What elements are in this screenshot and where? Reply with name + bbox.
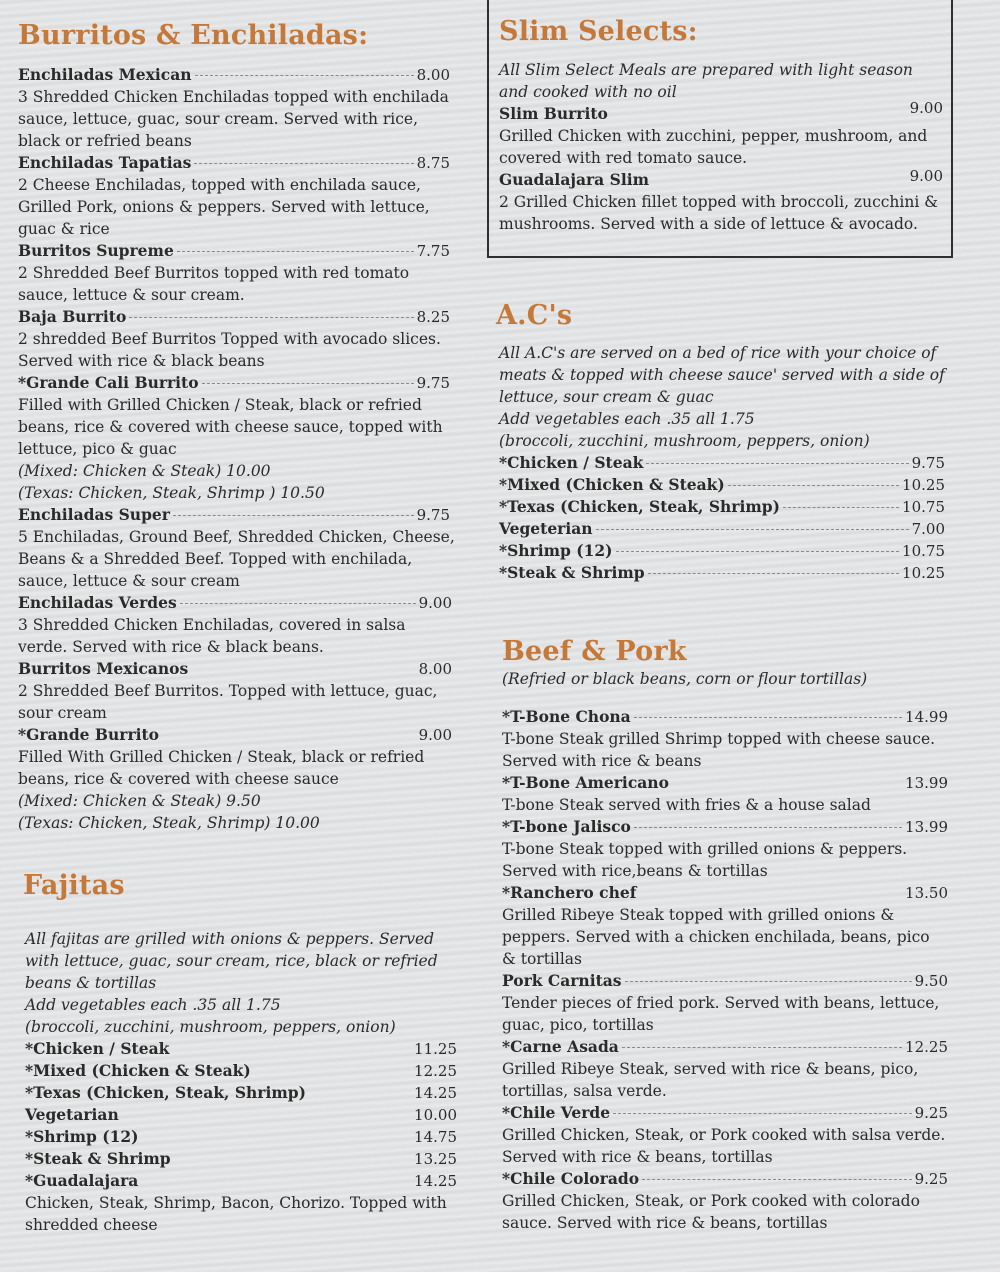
item-name: Vegetarian xyxy=(25,1105,119,1124)
item-price: 13.25 xyxy=(414,1150,457,1168)
item-price: 8.25 xyxy=(416,308,450,326)
item-variant-mixed: (Mixed: Chicken & Steak) 9.50 xyxy=(18,792,261,810)
item-name: *Chicken / Steak xyxy=(25,1039,170,1058)
menu-item xyxy=(499,169,943,235)
item-description: 2 shredded Beef Burritos Topped with avocado slices. Served with rice & black beans xyxy=(18,330,441,370)
item-price: 9.00 xyxy=(909,167,943,185)
item-name: Enchiladas Mexican xyxy=(18,65,192,84)
item-price: 9.75 xyxy=(416,506,450,524)
menu-item xyxy=(499,540,945,562)
acs-veg-list: (broccoli, zucchini, mushroom, peppers, onion) xyxy=(499,432,870,450)
item-variant-texas: (Texas: Chicken, Steak, Shrimp ) 10.50 xyxy=(18,484,325,502)
dot-leader xyxy=(728,485,899,486)
dot-leader xyxy=(180,603,416,604)
dot-leader xyxy=(613,1113,912,1114)
item-price: 9.75 xyxy=(416,374,450,392)
item-name: *Chicken / Steak xyxy=(499,453,644,472)
item-description: Grilled Chicken with zucchini, pepper, mushroom, and covered with red tomato sauce. xyxy=(499,127,928,167)
item-price: 13.99 xyxy=(905,818,948,836)
beef-pork-list xyxy=(502,668,948,1234)
fajitas-intro: All fajitas are grilled with onions & peppers. Served with lettuce, guac, sour cream, rice, black or refried beans & tortillas xyxy=(25,930,438,992)
item-price: 9.25 xyxy=(914,1170,948,1188)
item-price: 10.00 xyxy=(414,1106,457,1124)
item-price: 10.25 xyxy=(902,476,945,494)
menu-item xyxy=(502,706,948,772)
menu-item xyxy=(499,452,945,474)
item-name: *Grande Burrito xyxy=(18,725,160,744)
item-description: Filled with Grilled Chicken / Steak, black or refried beans, rice & covered with cheese sauce, topped with lettuce, pico & guac xyxy=(18,396,443,458)
burritos-list xyxy=(18,64,456,834)
menu-item xyxy=(502,816,948,882)
menu-item xyxy=(18,592,456,658)
item-name: *Steak & Shrimp xyxy=(25,1149,171,1168)
item-name: *Ranchero chef xyxy=(502,883,637,902)
menu-item xyxy=(502,772,948,816)
item-name: Slim Burrito xyxy=(499,104,608,123)
item-price: 8.00 xyxy=(416,66,450,84)
item-name: *Mixed (Chicken & Steak) xyxy=(499,475,725,494)
item-price: 14.25 xyxy=(414,1172,457,1190)
item-price: 9.50 xyxy=(914,972,948,990)
item-description: Chicken, Steak, Shrimp, Bacon, Chorizo. Topped with shredded cheese xyxy=(25,1194,447,1234)
item-description: Filled With Grilled Chicken / Steak, black or refried beans, rice & covered with cheese sauce xyxy=(18,748,425,788)
dot-leader xyxy=(129,317,413,318)
dot-leader xyxy=(616,551,900,552)
item-price: 9.75 xyxy=(911,454,945,472)
item-description: Grilled Chicken, Steak, or Pork cooked with colorado sauce. Served with rice & beans, tortillas xyxy=(502,1192,920,1232)
slim-selects-title: Slim Selects: xyxy=(499,16,698,47)
item-price: 13.99 xyxy=(905,774,948,792)
menu-item xyxy=(502,1036,948,1102)
item-price: 8.75 xyxy=(416,154,450,172)
item-price: 12.25 xyxy=(414,1062,457,1080)
item-variant-texas: (Texas: Chicken, Steak, Shrimp) 10.00 xyxy=(18,814,320,832)
item-price: 13.50 xyxy=(905,884,948,902)
dot-leader xyxy=(648,573,899,574)
dot-leader xyxy=(634,717,902,718)
dot-leader xyxy=(173,515,414,516)
dot-leader xyxy=(596,529,909,530)
menu-item xyxy=(18,504,456,592)
acs-intro: All A.C's are served on a bed of rice with your choice of meats & topped with cheese sauce' served with a side of lettuce, sour cream & guac xyxy=(499,344,945,406)
menu-item xyxy=(499,99,943,169)
menu-item xyxy=(499,518,945,540)
menu-item xyxy=(499,474,945,496)
menu-item xyxy=(18,152,456,240)
item-price: 7.75 xyxy=(416,242,450,260)
menu-item xyxy=(18,240,456,306)
item-name: Pork Carnitas xyxy=(502,971,622,990)
beef-pork-title: Beef & Pork xyxy=(502,636,687,667)
item-name: *T-bone Jalisco xyxy=(502,817,631,836)
item-name: Baja Burrito xyxy=(18,307,127,326)
dot-leader xyxy=(195,75,414,76)
menu-item xyxy=(18,724,456,834)
menu-item xyxy=(25,1082,457,1104)
item-variant-mixed: (Mixed: Chicken & Steak) 10.00 xyxy=(18,462,271,480)
item-name: Enchiladas Super xyxy=(18,505,170,524)
item-name: Burritos Mexicanos xyxy=(18,659,189,678)
item-description: T-bone Steak topped with grilled onions & peppers. Served with rice,beans & tortillas xyxy=(502,840,908,880)
item-name: Guadalajara Slim xyxy=(499,170,649,189)
fajitas-title: Fajitas xyxy=(23,870,125,901)
item-price: 10.75 xyxy=(902,542,945,560)
item-name: *T-Bone Chona xyxy=(502,707,631,726)
dot-leader xyxy=(625,981,912,982)
menu-item xyxy=(499,562,945,584)
item-name: *T-Bone Americano xyxy=(502,773,669,792)
item-description: T-bone Steak grilled Shrimp topped with cheese sauce. Served with rice & beans xyxy=(502,730,936,770)
item-description: 3 Shredded Chicken Enchiladas topped with enchilada sauce, lettuce, guac, sour cream. Served with rice, black or refried beans xyxy=(18,88,449,150)
item-description: 2 Grilled Chicken fillet topped with broccoli, zucchini & mushrooms. Served with a side of lettuce & avocado. xyxy=(499,193,939,233)
menu-item xyxy=(18,372,456,504)
menu-item xyxy=(502,970,948,1036)
item-price: 9.00 xyxy=(909,99,943,117)
item-description: 5 Enchiladas, Ground Beef, Shredded Chicken, Cheese, Beans & a Shredded Beef. Topped with enchilada, sauce, lettuce & sour cream xyxy=(18,528,455,590)
item-description: Tender pieces of fried pork. Served with beans, lettuce, guac, pico, tortillas xyxy=(502,994,940,1034)
menu-item xyxy=(18,64,456,152)
item-name: *Shrimp (12) xyxy=(25,1127,139,1146)
acs-add-veg: Add vegetables each .35 all 1.75 xyxy=(499,410,755,428)
item-price: 9.25 xyxy=(914,1104,948,1122)
slim-selects-box xyxy=(487,0,953,258)
menu-item xyxy=(502,1102,948,1168)
item-price: 8.00 xyxy=(418,660,452,678)
item-description: Grilled Ribeye Steak, served with rice & beans, pico, tortillas, salsa verde. xyxy=(502,1060,919,1100)
item-price: 12.25 xyxy=(905,1038,948,1056)
item-name: *Texas (Chicken, Steak, Shrimp) xyxy=(499,497,780,516)
menu-item xyxy=(25,1170,457,1192)
menu-item xyxy=(25,1060,457,1082)
item-description: 2 Shredded Beef Burritos. Topped with lettuce, guac, sour cream xyxy=(18,682,438,722)
item-price: 14.75 xyxy=(414,1128,457,1146)
dot-leader xyxy=(177,251,414,252)
item-name: *Steak & Shrimp xyxy=(499,563,645,582)
item-name: *Chile Colorado xyxy=(502,1169,640,1188)
acs-title: A.C's xyxy=(496,300,573,331)
dot-leader xyxy=(202,383,414,384)
item-description: T-bone Steak served with fries & a house salad xyxy=(502,796,871,814)
left-column xyxy=(18,0,456,1272)
item-name: Enchiladas Verdes xyxy=(18,593,177,612)
dot-leader xyxy=(646,463,908,464)
dot-leader xyxy=(783,507,899,508)
slim-intro: All Slim Select Meals are prepared with light season and cooked with no oil xyxy=(499,61,913,101)
item-price: 14.25 xyxy=(414,1084,457,1102)
menu-item xyxy=(25,1126,457,1148)
item-description: 2 Shredded Beef Burritos topped with red tomato sauce, lettuce & sour cream. xyxy=(18,264,410,304)
fajitas-add-veg: Add vegetables each .35 all 1.75 xyxy=(25,996,281,1014)
item-name: *Shrimp (12) xyxy=(499,541,613,560)
dot-leader xyxy=(642,1179,912,1180)
item-description: Grilled Chicken, Steak, or Pork cooked with salsa verde. Served with rice & beans, tortillas xyxy=(502,1126,946,1166)
dot-leader xyxy=(194,163,413,164)
menu-item xyxy=(499,496,945,518)
item-name: *Mixed (Chicken & Steak) xyxy=(25,1061,251,1080)
menu-item xyxy=(502,882,948,970)
item-price: 7.00 xyxy=(911,520,945,538)
item-name: Vegeterian xyxy=(499,519,593,538)
menu-item xyxy=(25,1038,457,1060)
beef-intro: (Refried or black beans, corn or flour tortillas) xyxy=(502,670,868,688)
item-price: 10.75 xyxy=(902,498,945,516)
acs-list xyxy=(499,342,945,584)
item-price: 14.99 xyxy=(905,708,948,726)
menu-item xyxy=(25,1148,457,1170)
item-name: Burritos Supreme xyxy=(18,241,174,260)
dot-leader xyxy=(634,827,902,828)
item-price: 11.25 xyxy=(414,1040,457,1058)
item-name: *Guadalajara xyxy=(25,1171,139,1190)
item-name: *Chile Verde xyxy=(502,1103,611,1122)
menu-item xyxy=(18,658,456,724)
item-price: 10.25 xyxy=(902,564,945,582)
fajitas-veg-list: (broccoli, zucchini, mushroom, peppers, onion) xyxy=(25,1018,396,1036)
item-name: *Grande Cali Burrito xyxy=(18,373,199,392)
menu-item xyxy=(18,306,456,372)
item-name: *Carne Asada xyxy=(502,1037,619,1056)
right-column xyxy=(496,0,948,1272)
dot-leader xyxy=(622,1047,902,1048)
item-name: *Texas (Chicken, Steak, Shrimp) xyxy=(25,1083,306,1102)
burritos-enchiladas-title: Burritos & Enchiladas: xyxy=(18,20,369,51)
menu-item xyxy=(502,1168,948,1234)
item-description: 3 Shredded Chicken Enchiladas, covered in salsa verde. Served with rice & black beans. xyxy=(18,616,406,656)
item-description: 2 Cheese Enchiladas, topped with enchilada sauce, Grilled Pork, onions & peppers. Served with lettuce, guac & rice xyxy=(18,176,430,238)
item-price: 9.00 xyxy=(418,726,452,744)
menu-item xyxy=(25,1104,457,1126)
fajitas-list xyxy=(25,928,457,1236)
item-price: 9.00 xyxy=(418,594,452,612)
item-description: Grilled Ribeye Steak topped with grilled onions & peppers. Served with a chicken enchilada, beans, pico & tortillas xyxy=(502,906,930,968)
item-name: Enchiladas Tapatias xyxy=(18,153,192,172)
